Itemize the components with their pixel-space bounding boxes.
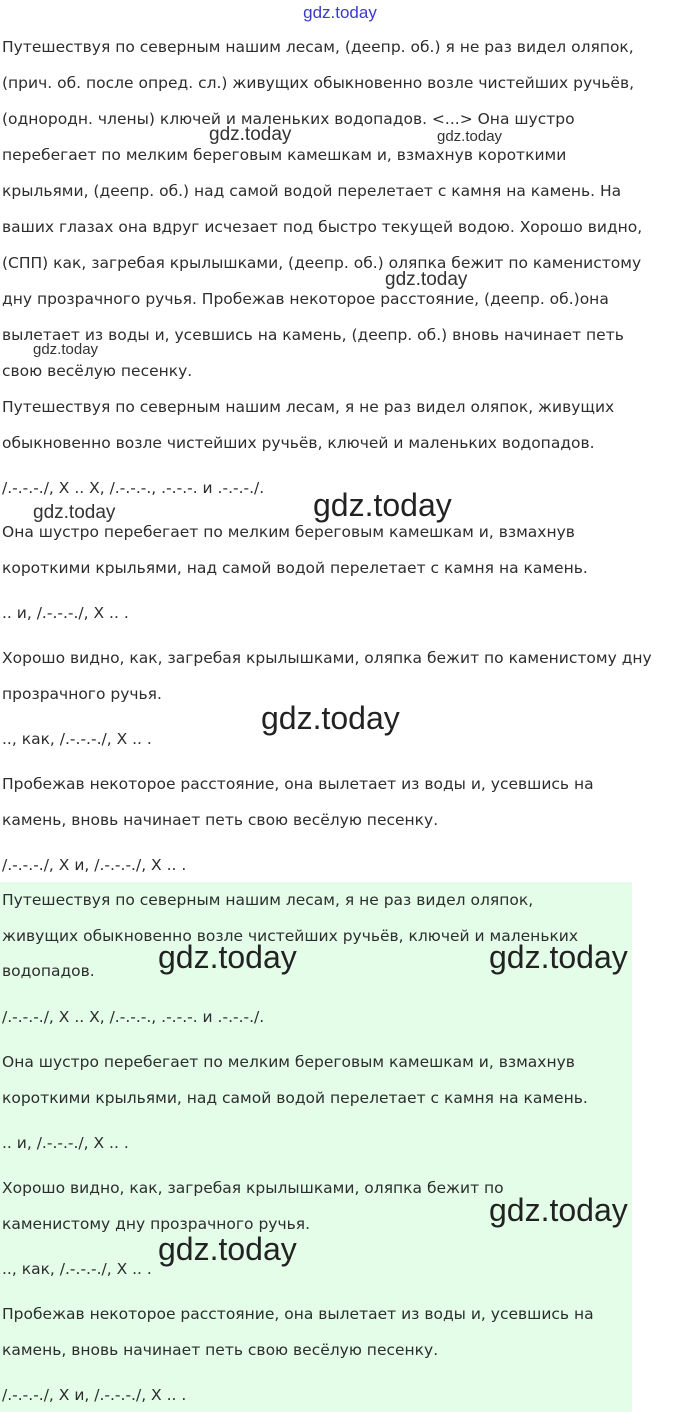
watermark: gdz.today: [158, 939, 297, 975]
sentence-line: каменистому дну прозрачного ручья.: [2, 1215, 310, 1233]
analysis-line: ваших глазах она вдруг исчезает под быстро текущей водою. Хорошо видно,: [2, 218, 643, 236]
sentence-line: Пробежав некоторое расстояние, она вылетает из воды и, усевшись на: [2, 1305, 594, 1323]
scheme-line: .. и, /.-.-.-./, X .. .: [2, 1134, 129, 1152]
sentence-line: Путешествуя по северным нашим лесам, я не раз видел оляпок,: [2, 891, 534, 909]
analysis-line: крыльями, (деепр. об.) над самой водой перелетает с камня на камень. На: [2, 182, 622, 200]
analysis-line: (однородн. члены) ключей и маленьких водопадов. <...> Она шустро: [2, 110, 575, 128]
sentence-line: короткими крыльями, над самой водой перелетает с камня на камень.: [2, 1089, 588, 1107]
scheme-line: /.-.-.-./, X и, /.-.-.-./, X .. .: [2, 1386, 187, 1404]
watermark: gdz.today: [209, 124, 292, 145]
scheme-line: .., как, /.-.-.-./, X .. .: [2, 1260, 152, 1278]
analysis-line: дну прозрачного ручья. Пробежав некоторое расстояние, (деепр. об.)она: [2, 290, 609, 308]
sentence-line: живущих обыкновенно возле чистейших ручьёв, ключей и маленьких: [2, 927, 579, 945]
sentence-line: Хорошо видно, как, загребая крылышками, оляпка бежит по каменистому дну: [2, 649, 652, 667]
scheme-line: .. и, /.-.-.-./, X .. .: [2, 604, 129, 622]
watermark: gdz.today: [261, 700, 400, 736]
watermark: gdz.today: [33, 341, 99, 358]
analysis-line: свою весёлую песенку.: [2, 362, 193, 380]
scheme-line: .., как, /.-.-.-./, X .. .: [2, 730, 152, 748]
scheme-line: /.-.-.-./, X .. X, /.-.-.-., .-.-.-. и .-.-.-./.: [2, 479, 265, 497]
sentence-line: прозрачного ручья.: [2, 685, 162, 703]
watermark: gdz.today: [437, 128, 503, 145]
analysis-line: вылетает из воды и, усевшись на камень, (деепр. об.) вновь начинает петь: [2, 326, 624, 344]
watermark: gdz.today: [489, 1192, 628, 1228]
analysis-line: (прич. об. после опред. сл.) живущих обыкновенно возле чистейших ручьёв,: [2, 74, 635, 92]
sentence-line: водопадов.: [2, 962, 95, 980]
sentence-line: Пробежав некоторое расстояние, она вылетает из воды и, усевшись на: [2, 775, 594, 793]
watermark: gdz.today: [158, 1231, 297, 1267]
watermark: gdz.today: [313, 487, 452, 523]
watermark: gdz.today: [489, 939, 628, 975]
sentence-line: Хорошо видно, как, загребая крылышками, оляпка бежит по: [2, 1179, 504, 1197]
watermark: gdz.today: [33, 502, 116, 523]
sentence-line: короткими крыльями, над самой водой перелетает с камня на камень.: [2, 559, 588, 577]
sentence-line: Она шустро перебегает по мелким береговым камешкам и, взмахнув: [2, 1053, 575, 1071]
sentence-line: Путешествуя по северным нашим лесам, я не раз видел оляпок, живущих: [2, 398, 615, 416]
analysis-line: Путешествуя по северным нашим лесам, (деепр. об.) я не раз видел оляпок,: [2, 38, 634, 56]
scheme-line: /.-.-.-./, X .. X, /.-.-.-., .-.-.-. и .-.-.-./.: [2, 1008, 265, 1026]
sentence-line: Она шустро перебегает по мелким береговым камешкам и, взмахнув: [2, 523, 575, 541]
sentence-line: обыкновенно возле чистейших ручьёв, ключей и маленьких водопадов.: [2, 434, 595, 452]
sentence-line: камень, вновь начинает петь свою весёлую песенку.: [2, 1341, 439, 1359]
header-watermark: gdz.today: [303, 3, 377, 22]
analysis-line: перебегает по мелким береговым камешкам и, взмахнув короткими: [2, 146, 567, 164]
scheme-line: /.-.-.-./, X и, /.-.-.-./, X .. .: [2, 856, 187, 874]
sentence-line: камень, вновь начинает петь свою весёлую песенку.: [2, 811, 439, 829]
watermark: gdz.today: [385, 269, 468, 290]
analysis-line: (СПП) как, загребая крылышками, (деепр. об.) оляпка бежит по каменистому: [2, 254, 642, 272]
